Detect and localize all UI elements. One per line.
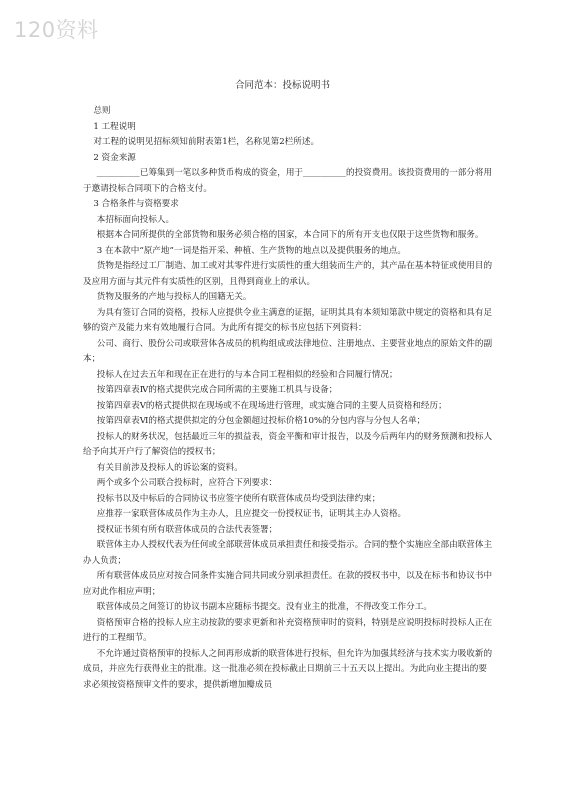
body-paragraph: 不允许通过资格预审的投标人之间再形成新的联营体进行投标，但允许为加强其经济与技术实力吸收新的成员，并应先行获得业主的批准。这一批准必须在投标截止日期前三十五天以上提出。为此向业主提出的要求必须按资格预审文件的要求，提供新增加瓣成员 [83,648,493,690]
body-paragraph: 2 资金来源 [93,152,136,163]
body-paragraph: 所有联营体成员应对按合同条件实施合同共同或分别承担责任。在款的授权书中，以及在标书和协议书中应对此作相应声明； [83,571,493,597]
watermark-logo: 120资料 [14,18,99,42]
body-paragraph: 应推荐一家联营体成员作为主办人，且应提交一份授权证书，证明其主办人资格。 [96,509,407,519]
body-paragraph: __________已筹集到一笔以多种货币构成的资金，用于__________的投资费用。该投资费用的一部分将用于邀请投标合同项下的合格支付。 [83,168,493,194]
body-paragraph: 对工程的说明见招标须知前附表第1栏，名称见第2栏所述。 [93,137,320,147]
body-paragraph: 联营体主办人授权代表为任何或全部联营体成员承担责任和接受指示。合同的整个实施应全部由联营体主办人负责； [83,540,493,566]
body-paragraph: 联营体成员之间签订的协议书副本应随标书提交。没有业主的批准，不得改变工作分工。 [96,602,432,612]
body-paragraph: 3 在本款中“原产地”一词是指开采、种植、生产货物的地点以及提供服务的地点。 [96,245,406,256]
body-paragraph: 投标书以及中标后的合同协议书应签字使所有联营体成员均受到法律约束； [96,493,381,504]
body-paragraph: 3 合格条件与资格要求 [93,199,179,209]
body-paragraph: 货物及服务的产地与投标人的国籍无关。 [96,292,252,302]
body-paragraph: 有关目前涉及投标人的诉讼案的资料。 [96,462,243,473]
body-paragraph: 1 工程说明 [93,121,136,132]
body-paragraph: 按第四章表Ⅳ的格式提供完成合同所需的主要施工机具与设备； [96,385,338,395]
body-paragraph: 授权证书须有所有联营体成员的合法代表签署； [96,524,278,535]
body-paragraph: 总则 [93,106,111,116]
body-paragraph: 按第四章表Ⅵ的格式提供拟定的分包金额超过投标价格10%的分包内容与分包人名单； [96,416,426,426]
body-paragraph: 根据本合同所提供的全部货物和服务必须合格的国家，本合同下的所有开支也仅限于这些货物和服务。 [96,230,484,240]
body-paragraph: 公司、商行、股份公司或联营体各成员的机构组成或法律地位、注册地点、主要营业地点的原始文件的副本； [83,338,493,364]
body-paragraph: 货物是指经过工厂制造、加工或对其零件进行实质性的重大组装而生产的，其产品在基本特征或使用目的及应用方面与其元件有实质性的区别，且得到商业上的承认。 [83,261,493,287]
body-paragraph: 资格预审合格的投标人应主动按款的要求更新和补充资格预审时的资料，特别是应说明投标时投标人正在进行的工程细节。 [83,617,493,643]
document-title: 合同范本：投标说明书 [234,80,330,91]
body-paragraph: 投标人在过去五年和现在正在进行的与本合同工程相似的经验和合同履行情况； [96,369,398,380]
document-body [83,104,493,693]
body-paragraph: 按第四章表Ⅴ的格式提供拟在现场或不在现场进行管理，或实施合同的主要人员资格和经历； [96,400,447,411]
body-paragraph: 两个或多个公司联合投标时，应符合下列要求： [96,478,278,488]
body-paragraph: 本招标面向投标人。 [96,214,175,225]
body-paragraph: 为具有签订合同的资格，投标人应提供令业主满意的证据，证明其具有本须知第款中规定的资格和具有足够的资产及能力来有效地履行合同。为此所有提交的标书应包括下列资料： [83,307,493,333]
body-paragraph: 投标人的财务状况，包括最近三年的损益表，资金平衡和审计报告，以及今后两年内的财务预测和投标人给予向其开户行了解资信的授权书； [83,431,493,457]
